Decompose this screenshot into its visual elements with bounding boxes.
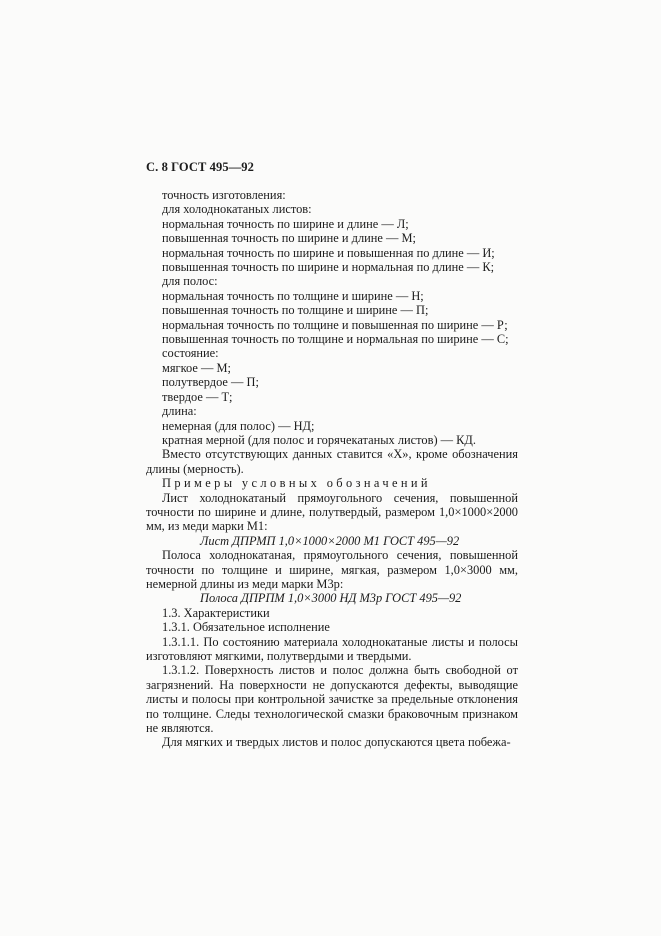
clause-1-3-1-1: 1.3.1.1. По состоянию материала холоднокатаные листы и полосы изготовляют мягкими, полутвердыми и твердыми. xyxy=(146,634,518,663)
paragraph-last: Для мягких и твердых листов и полос допускаются цвета побежа- xyxy=(162,735,511,750)
paragraph-missing-data: Вместо отсутствующих данных ставится «Х», кроме обозначения длины (мерность). xyxy=(146,447,518,476)
page-header: С. 8 ГОСТ 495—92 xyxy=(146,160,255,174)
text-line: нормальная точность по ширине и длине — Л; xyxy=(162,216,409,231)
examples-heading: Примеры условных обозначений xyxy=(162,476,431,491)
section-heading-characteristics: 1.3. Характеристики xyxy=(162,605,270,620)
text-line: для полос: xyxy=(162,274,218,289)
text-line: кратная мерной (для полос и горячекатаных листов) — КД. xyxy=(162,432,476,447)
clause-1-3-1-2: 1.3.1.2. Поверхность листов и полос должна быть свободной от загрязнений. На поверхности не допускаются дефекты, выводящие листы и полосы при контрольной зачистке за предельные отклонения по толщине. Следы технологической смазки браковочным признаком не являются. xyxy=(146,663,518,736)
text-line: повышенная точность по ширине и длине — М; xyxy=(162,231,416,246)
text-line: длина: xyxy=(162,404,197,419)
example2-designation: Полоса ДПРПМ 1,0×3000 НД М3р ГОСТ 495—92 xyxy=(200,591,462,606)
text-line: повышенная точность по толщине и ширине — П; xyxy=(162,303,429,318)
text-line: повышенная точность по толщине и нормальная по ширине — С; xyxy=(162,332,509,347)
document-body xyxy=(146,188,518,750)
text-line: нормальная точность по толщине и повышенная по ширине — Р; xyxy=(162,317,508,332)
text-line: мягкое — М; xyxy=(162,360,231,375)
example1-designation: Лист ДПРМП 1,0×1000×2000 М1 ГОСТ 495—92 xyxy=(200,533,460,548)
text-line: твердое — Т; xyxy=(162,389,233,404)
text-line: нормальная точность по ширине и повышенная по длине — И; xyxy=(162,245,495,260)
text-line: полутвердое — П; xyxy=(162,375,259,390)
text-line: состояние: xyxy=(162,346,219,361)
text-line: точность изготовления: xyxy=(162,188,286,202)
text-line: повышенная точность по ширине и нормальная по длине — К; xyxy=(162,260,495,275)
section-heading-mandatory: 1.3.1. Обязательное исполнение xyxy=(162,620,330,635)
text-line: нормальная точность по толщине и ширине — Н; xyxy=(162,288,424,303)
example2-text: Полоса холоднокатаная, прямоугольного сечения, повышенной точности по толщине и ширине, мягкая, размером 1,0×3000 мм, немерной длины из меди марки М3р: xyxy=(146,548,518,591)
text-line: для холоднокатаных листов: xyxy=(162,202,312,217)
text-line: немерная (для полос) — НД; xyxy=(162,418,315,433)
example1-text: Лист холоднокатаный прямоугольного сечения, повышенной точности по ширине и длине, полутвердый, размером 1,0×1000×2000 мм, из меди марки М1: xyxy=(146,490,518,534)
